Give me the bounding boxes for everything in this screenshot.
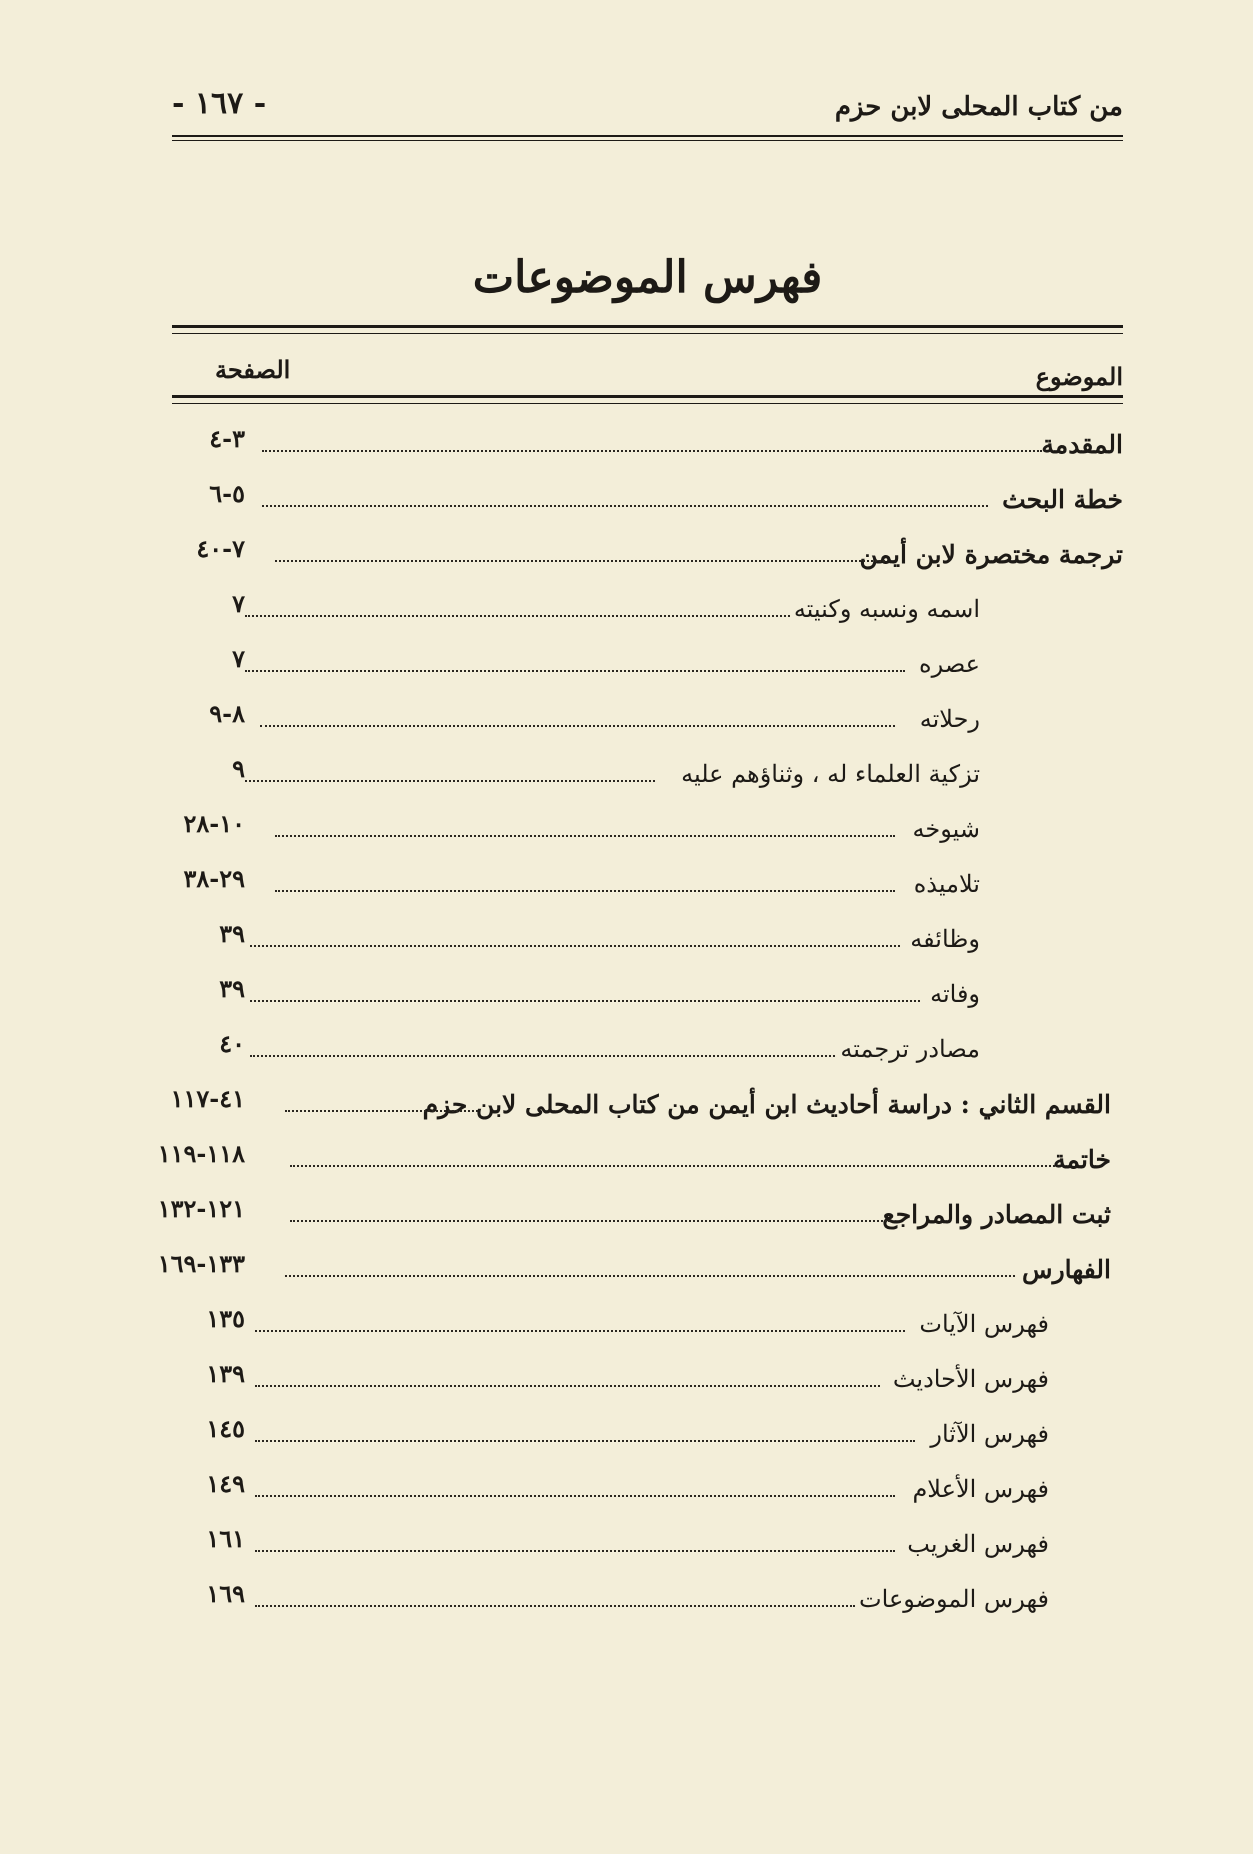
- toc-entry-title: ترجمة مختصرة لابن أيمن: [859, 540, 1123, 569]
- toc-entry: [0, 864, 1253, 916]
- toc-entry-title: فهرس الأحاديث: [892, 1365, 1049, 1393]
- dot-leader: [250, 1053, 835, 1057]
- column-header-topic: الموضوع: [1035, 362, 1123, 391]
- toc-entry-page: ١٢١-١٣٢: [157, 1194, 245, 1223]
- toc-entry-title: المقدمة: [1041, 430, 1123, 459]
- toc-entry-page: ١٤٩: [206, 1469, 245, 1498]
- toc-entry: [0, 1194, 1253, 1246]
- dot-leader: [285, 1108, 478, 1112]
- toc-entry-page: ٣٩: [219, 974, 245, 1003]
- dot-leader: [290, 1218, 890, 1222]
- dot-leader: [255, 1548, 895, 1552]
- toc-entry: [0, 424, 1253, 476]
- toc-entry: [0, 534, 1253, 586]
- toc-entry: [0, 754, 1253, 806]
- toc-entry-title: وفاته: [930, 980, 980, 1008]
- toc-entry-title: فهرس الآثار: [930, 1420, 1049, 1448]
- toc-entry-title: فهرس الغريب: [907, 1530, 1049, 1558]
- toc-entry-title: وظائفه: [910, 925, 980, 953]
- dot-leader: [255, 1383, 880, 1387]
- dot-leader: [255, 1493, 895, 1497]
- dot-leader: [255, 1603, 855, 1607]
- running-title: من كتاب المحلى لابن حزم: [834, 92, 1123, 122]
- toc-entry-title: تزكية العلماء له ، وثناؤهم عليه: [681, 760, 980, 788]
- toc-entry-page: ٨-٩: [209, 699, 245, 728]
- dot-leader: [245, 613, 790, 617]
- toc-entry-page: ٩: [232, 754, 245, 783]
- toc-entry-title: شيوخه: [912, 815, 980, 843]
- toc-entry-page: ٣-٤: [209, 424, 245, 453]
- toc-entry-title: عصره: [919, 650, 980, 678]
- dot-leader: [245, 778, 655, 782]
- toc-entry-page: ١٠-٢٨: [183, 809, 245, 838]
- toc-entry-page: ٥-٦: [209, 479, 245, 508]
- toc-entry: [0, 1249, 1253, 1301]
- dot-leader: [250, 943, 900, 947]
- toc-entry-page: ٧: [232, 589, 245, 618]
- toc-entry: [0, 479, 1253, 531]
- toc-entry: [0, 699, 1253, 751]
- toc-entry: [0, 1029, 1253, 1081]
- toc-entry-page: ١٦١: [206, 1524, 245, 1553]
- dot-leader: [290, 1163, 1055, 1167]
- column-header-page: الصفحة: [215, 355, 291, 384]
- toc-entry-page: ١٦٩: [206, 1579, 245, 1608]
- toc-title: فهرس الموضوعات: [472, 252, 823, 303]
- dot-leader: [275, 888, 895, 892]
- toc-entry: [0, 1304, 1253, 1356]
- dot-leader: [275, 833, 895, 837]
- toc-entry-page: ١٣٥: [206, 1304, 245, 1333]
- toc-entry: [0, 589, 1253, 641]
- page-number: - ١٦٧ -: [172, 86, 267, 121]
- toc-entry-page: ٤١-١١٧: [170, 1084, 245, 1113]
- dot-leader: [262, 448, 1042, 452]
- toc-entry-page: ١١٨-١١٩: [157, 1139, 245, 1168]
- toc-entry-title: الفهارس: [1022, 1255, 1111, 1284]
- toc-entry-title: خاتمة: [1053, 1145, 1111, 1174]
- toc-entry-page: ٣٩: [219, 919, 245, 948]
- toc-entry-page: ٧: [232, 644, 245, 673]
- toc-entry: [0, 974, 1253, 1026]
- toc-entry: [0, 1524, 1253, 1576]
- toc-entry-page: ١٤٥: [206, 1414, 245, 1443]
- toc-entry-title: فهرس الموضوعات: [859, 1585, 1049, 1613]
- toc-entry-page: ٤٠: [219, 1029, 245, 1058]
- dot-leader: [285, 1273, 1015, 1277]
- toc-entry: [0, 1359, 1253, 1411]
- toc-entry: [0, 919, 1253, 971]
- toc-entry-page: ١٣٩: [206, 1359, 245, 1388]
- toc-entry-page: ١٣٣-١٦٩: [157, 1249, 245, 1278]
- dot-leader: [262, 503, 988, 507]
- toc-entry: [0, 1469, 1253, 1521]
- toc-entry-title: اسمه ونسبه وكنيته: [793, 595, 980, 623]
- toc-entry-title: فهرس الأعلام: [912, 1475, 1049, 1503]
- toc-entry: [0, 809, 1253, 861]
- dot-leader: [245, 668, 905, 672]
- dot-leader: [255, 1328, 905, 1332]
- toc-entry-page: ٧-٤٠: [196, 534, 245, 563]
- toc-entry-title: مصادر ترجمته: [840, 1035, 980, 1063]
- toc-entry: [0, 1414, 1253, 1466]
- dot-leader: [250, 998, 920, 1002]
- dot-leader: [260, 723, 895, 727]
- toc-entry: [0, 1579, 1253, 1631]
- toc-entry: [0, 644, 1253, 696]
- toc-entry-title: تلاميذه: [913, 870, 980, 898]
- dot-leader: [255, 1438, 915, 1442]
- toc-entry-title: فهرس الآيات: [919, 1310, 1049, 1338]
- toc-entry-title: ثبت المصادر والمراجع: [882, 1200, 1111, 1229]
- toc-entry-page: ٢٩-٣٨: [183, 864, 245, 893]
- toc-entry-title: القسم الثاني : دراسة أحاديث ابن أيمن من كتاب المحلى لابن حزم: [422, 1090, 1111, 1119]
- toc-entry-title: خطة البحث: [1002, 485, 1123, 514]
- dot-leader: [275, 558, 885, 562]
- toc-entry: [0, 1084, 1253, 1136]
- toc-entry-title: رحلاته: [919, 705, 980, 733]
- toc-entry: [0, 1139, 1253, 1191]
